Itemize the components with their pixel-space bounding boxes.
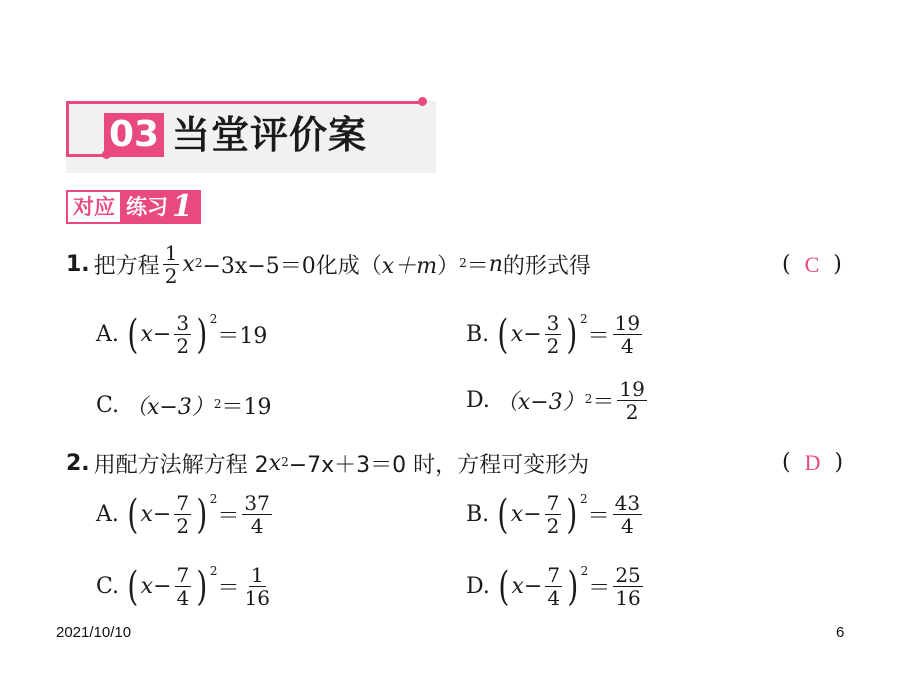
q2-option-a[interactable]: A. ( x− $\frac{7}{2}$ ) $^2$ ＝ $\frac{37}{4}$ [96,491,270,538]
question-1-number: 1. [66,252,90,277]
q1-option-a[interactable]: A. ( x− $\frac{3}{2}$ ) $^2$ ＝19 [96,311,268,358]
question-2-answer: ( D ) [782,450,844,475]
q1-option-c[interactable]: C. （x−3） $^2$ ＝19 [96,393,272,420]
banner-bottom-rule [66,154,106,157]
section-title: 当堂评价案 [172,113,368,157]
question-1-answer: ( C ) [782,252,842,277]
practice-tag-left: 对应 [68,192,120,222]
section-number-badge: 03 [104,113,164,157]
question-2-rest: −7x＋3＝0 时，方程可变形为 [288,453,590,478]
question-1-answer-value: C [804,252,820,277]
question-2-answer-value: D [804,450,821,475]
question-2-number: 2. [66,451,90,476]
question-1-fraction: $\frac{1}{2}$ [164,241,178,288]
banner-dot-icon [418,97,427,106]
q1-option-b[interactable]: B. ( x− $\frac{3}{2}$ ) $^2$ ＝ $\frac{19}{4}$ [466,311,641,358]
question-1-lead: 把方程 [93,254,160,279]
question-1: 1. 把方程 $\frac{1}{2}$ x $^2$ −3x−5＝0 化成（ x＋m ） $^2$ ＝ n 的形式得 [66,241,591,288]
banner-top-rule [66,101,422,104]
footer-page-number: 6 [836,624,845,641]
practice-tag-right [120,189,199,224]
q1-option-d[interactable]: D. （x−3） $^2$ ＝ $\frac{19}{2}$ [466,377,645,424]
question-1-equation: −3x−5＝0 [202,254,316,279]
question-2-lead: 用配方法解方程 2 [93,453,269,478]
q2-option-b[interactable]: B. ( x− $\frac{7}{2}$ ) $^2$ ＝ $\frac{43}{4}$ [466,491,641,538]
practice-tag-label: 练习 [126,195,168,219]
banner-left-rule [66,101,69,157]
q2-option-d[interactable]: D. ( x− $\frac{7}{4}$ ) $^2$ ＝ $\frac{25}{16}$ [466,563,641,610]
footer-date: 2021/10/10 [56,624,132,641]
practice-tag [66,190,201,224]
q2-option-c[interactable]: C. ( x− $\frac{7}{4}$ ) $^2$ ＝ $\frac{1}{16}$ [96,563,270,610]
practice-tag-number: 1 [172,189,193,224]
question-2: 2. 用配方法解方程 2 x $^2$ −7x＋3＝0 时，方程可变形为 [66,448,589,479]
